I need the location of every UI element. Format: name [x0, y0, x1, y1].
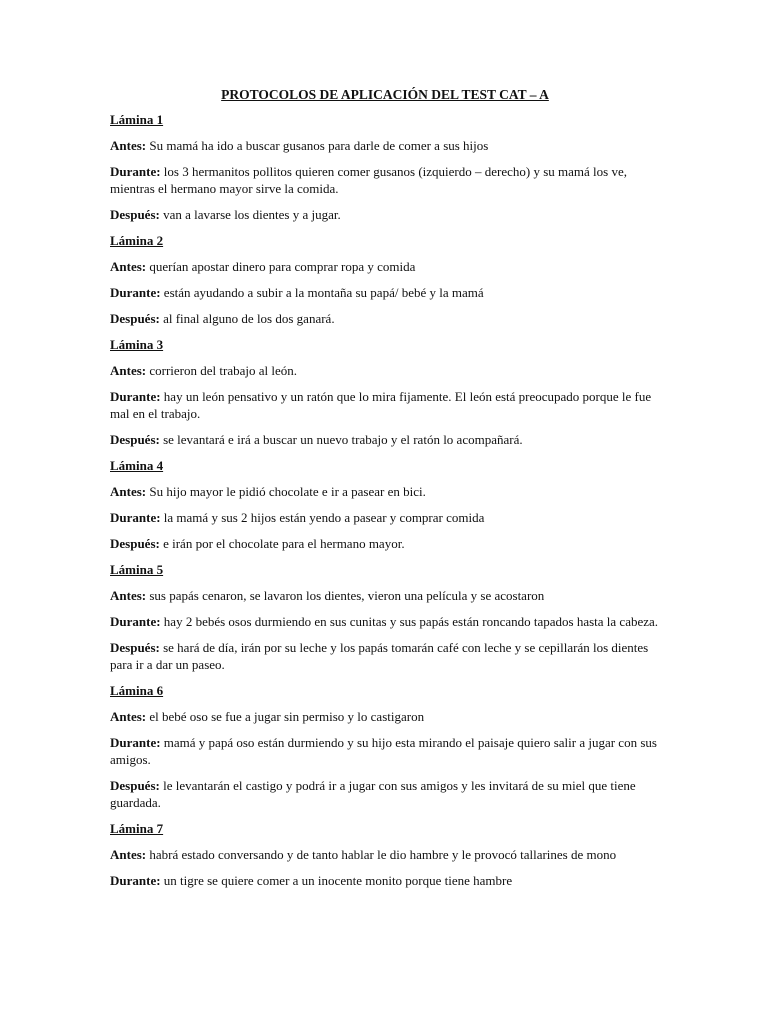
durante-paragraph — [110, 284, 660, 301]
antes-paragraph — [110, 258, 660, 275]
despues-paragraph — [110, 310, 660, 327]
antes-paragraph — [110, 137, 660, 154]
lamina-section — [110, 232, 660, 327]
despues-label: Después: — [110, 536, 160, 551]
antes-label: Antes: — [110, 847, 147, 862]
durante-paragraph — [110, 613, 660, 630]
despues-label: Después: — [110, 311, 160, 326]
lamina-heading: Lámina 2 — [110, 233, 164, 248]
lamina-section — [110, 682, 660, 811]
despues-text: e irán por el chocolate para el hermano mayor. — [163, 536, 405, 551]
despues-label: Después: — [110, 207, 160, 222]
antes-text: sus papás cenaron, se lavaron los dientes, vieron una película y se acostaron — [149, 588, 545, 603]
durante-label: Durante: — [110, 873, 161, 888]
durante-paragraph — [110, 734, 660, 768]
antes-text: corrieron del trabajo al león. — [149, 363, 297, 378]
sections-container — [110, 111, 660, 889]
antes-paragraph — [110, 362, 660, 379]
antes-label: Antes: — [110, 259, 147, 274]
durante-paragraph — [110, 872, 660, 889]
lamina-heading: Lámina 7 — [110, 821, 164, 836]
despues-text: al final alguno de los dos ganará. — [163, 311, 335, 326]
lamina-heading: Lámina 4 — [110, 458, 164, 473]
despues-label: Después: — [110, 640, 160, 655]
durante-text: un tigre se quiere comer a un inocente monito porque tiene hambre — [163, 873, 513, 888]
lamina-heading: Lámina 1 — [110, 112, 164, 127]
lamina-heading: Lámina 3 — [110, 337, 164, 352]
despues-paragraph — [110, 431, 660, 448]
durante-paragraph — [110, 163, 660, 197]
durante-label: Durante: — [110, 614, 161, 629]
durante-paragraph — [110, 509, 660, 526]
lamina-heading: Lámina 5 — [110, 562, 164, 577]
lamina-section — [110, 111, 660, 223]
despues-text: le levantarán el castigo y podrá ir a jugar con sus amigos y les invitará de su miel que tiene guardada. — [110, 778, 636, 810]
durante-paragraph — [110, 388, 660, 422]
antes-paragraph — [110, 846, 660, 863]
lamina-section — [110, 820, 660, 889]
durante-label: Durante: — [110, 164, 161, 179]
antes-text: el bebé oso se fue a jugar sin permiso y lo castigaron — [149, 709, 425, 724]
despues-text: van a lavarse los dientes y a jugar. — [163, 207, 341, 222]
lamina-section — [110, 457, 660, 552]
antes-text: Su hijo mayor le pidió chocolate e ir a pasear en bici. — [149, 484, 426, 499]
despues-text: se hará de día, irán por su leche y los papás tomarán café con leche y se cepillarán los dientes para ir a dar un paseo. — [110, 640, 649, 672]
despues-paragraph — [110, 206, 660, 223]
durante-text: la mamá y sus 2 hijos están yendo a pasear y comprar comida — [163, 510, 485, 525]
antes-label: Antes: — [110, 709, 147, 724]
lamina-section — [110, 561, 660, 673]
antes-text: Su mamá ha ido a buscar gusanos para darle de comer a sus hijos — [149, 138, 489, 153]
antes-label: Antes: — [110, 588, 147, 603]
antes-paragraph — [110, 483, 660, 500]
despues-label: Después: — [110, 432, 160, 447]
antes-label: Antes: — [110, 484, 147, 499]
durante-label: Durante: — [110, 735, 161, 750]
durante-label: Durante: — [110, 389, 161, 404]
despues-text: se levantará e irá a buscar un nuevo trabajo y el ratón lo acompañará. — [163, 432, 523, 447]
antes-paragraph — [110, 587, 660, 604]
document-title: PROTOCOLOS DE APLICACIÓN DEL TEST CAT – A — [221, 87, 549, 102]
antes-text: habrá estado conversando y de tanto hablar le dio hambre y le provocó tallarines de mono — [149, 847, 617, 862]
durante-text: los 3 hermanitos pollitos quieren comer gusanos (izquierdo – derecho) y su mamá los ve, mientras el hermano mayor sirve la comida. — [110, 164, 627, 196]
lamina-section — [110, 336, 660, 448]
durante-text: mamá y papá oso están durmiendo y su hijo esta mirando el paisaje quiero salir a jugar con sus amigos. — [110, 735, 657, 767]
antes-label: Antes: — [110, 138, 147, 153]
durante-label: Durante: — [110, 510, 161, 525]
despues-label: Después: — [110, 778, 160, 793]
antes-paragraph — [110, 708, 660, 725]
durante-label: Durante: — [110, 285, 161, 300]
despues-paragraph — [110, 639, 660, 673]
antes-text: querían apostar dinero para comprar ropa y comida — [149, 259, 416, 274]
despues-paragraph — [110, 535, 660, 552]
durante-text: están ayudando a subir a la montaña su papá/ bebé y la mamá — [163, 285, 484, 300]
antes-label: Antes: — [110, 363, 147, 378]
durante-text: hay 2 bebés osos durmiendo en sus cunitas y sus papás están roncando tapados hasta la cabeza. — [163, 614, 659, 629]
lamina-heading: Lámina 6 — [110, 683, 164, 698]
durante-text: hay un león pensativo y un ratón que lo mira fijamente. El león está preocupado porque le fue mal en el trabajo. — [110, 389, 652, 421]
despues-paragraph — [110, 777, 660, 811]
